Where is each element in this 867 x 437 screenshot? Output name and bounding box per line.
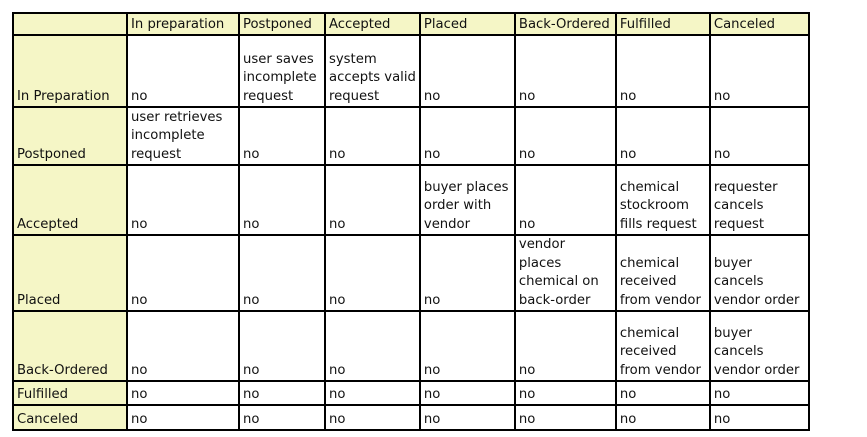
column-header: Fulfilled [616,13,710,35]
transition-cell: chemical received from vendor [616,235,710,311]
transition-cell: no [325,381,420,405]
transition-cell: buyer cancels vendor order [710,311,809,381]
transition-cell: no [325,405,420,430]
transition-cell: no [239,107,325,165]
transition-cell: no [239,165,325,235]
transition-cell: requester cancels request [710,165,809,235]
transition-cell: buyer cancels vendor order [710,235,809,311]
table-row [13,35,809,107]
transition-cell: chemical stockroom fills request [616,165,710,235]
table-row [13,235,809,311]
header-row [13,13,809,35]
row-header: Back-Ordered [13,311,127,381]
transition-cell: no [420,235,515,311]
transition-cell: no [515,35,616,107]
transition-cell: no [515,311,616,381]
transition-cell: no [515,405,616,430]
transition-cell: no [127,311,239,381]
transition-cell: chemical received from vendor [616,311,710,381]
transition-cell: no [420,311,515,381]
transition-cell: no [616,107,710,165]
transition-cell: no [710,107,809,165]
row-header: Accepted [13,165,127,235]
column-header: Back-Ordered [515,13,616,35]
transition-cell: no [325,311,420,381]
table-row [13,405,809,430]
table-row [13,165,809,235]
transition-cell: no [239,235,325,311]
transition-cell: no [325,235,420,311]
row-header: Postponed [13,107,127,165]
column-header: Placed [420,13,515,35]
row-header: Canceled [13,405,127,430]
transition-cell: no [420,405,515,430]
transition-cell: no [127,381,239,405]
transition-cell: user retrieves incomplete request [127,107,239,165]
row-header: Placed [13,235,127,311]
transition-cell: no [710,405,809,430]
transition-cell: no [127,235,239,311]
column-header: Postponed [239,13,325,35]
transition-cell: no [515,165,616,235]
column-header: Canceled [710,13,809,35]
transition-cell: no [616,35,710,107]
transition-cell: no [325,107,420,165]
transition-cell: no [127,35,239,107]
column-header [13,13,127,35]
transition-cell: no [239,311,325,381]
transition-cell: no [239,381,325,405]
row-header: Fulfilled [13,381,127,405]
table-row [13,381,809,405]
row-header: In Preparation [13,35,127,107]
transition-cell: no [239,405,325,430]
transition-cell: user saves incomplete request [239,35,325,107]
transition-cell: vendor places chemical on back-order [515,235,616,311]
transition-cell: system accepts valid request [325,35,420,107]
transition-cell: no [420,107,515,165]
table-row [13,311,809,381]
transition-cell: no [616,405,710,430]
column-header: In preparation [127,13,239,35]
transition-cell: no [325,165,420,235]
transition-cell: buyer places order with vendor [420,165,515,235]
transition-cell: no [420,35,515,107]
column-header: Accepted [325,13,420,35]
table-row [13,107,809,165]
transition-cell: no [616,381,710,405]
transition-cell: no [127,165,239,235]
state-transition-table [12,12,810,431]
transition-cell: no [420,381,515,405]
transition-cell: no [710,381,809,405]
transition-cell: no [710,35,809,107]
transition-cell: no [515,107,616,165]
transition-cell: no [127,405,239,430]
transition-cell: no [515,381,616,405]
